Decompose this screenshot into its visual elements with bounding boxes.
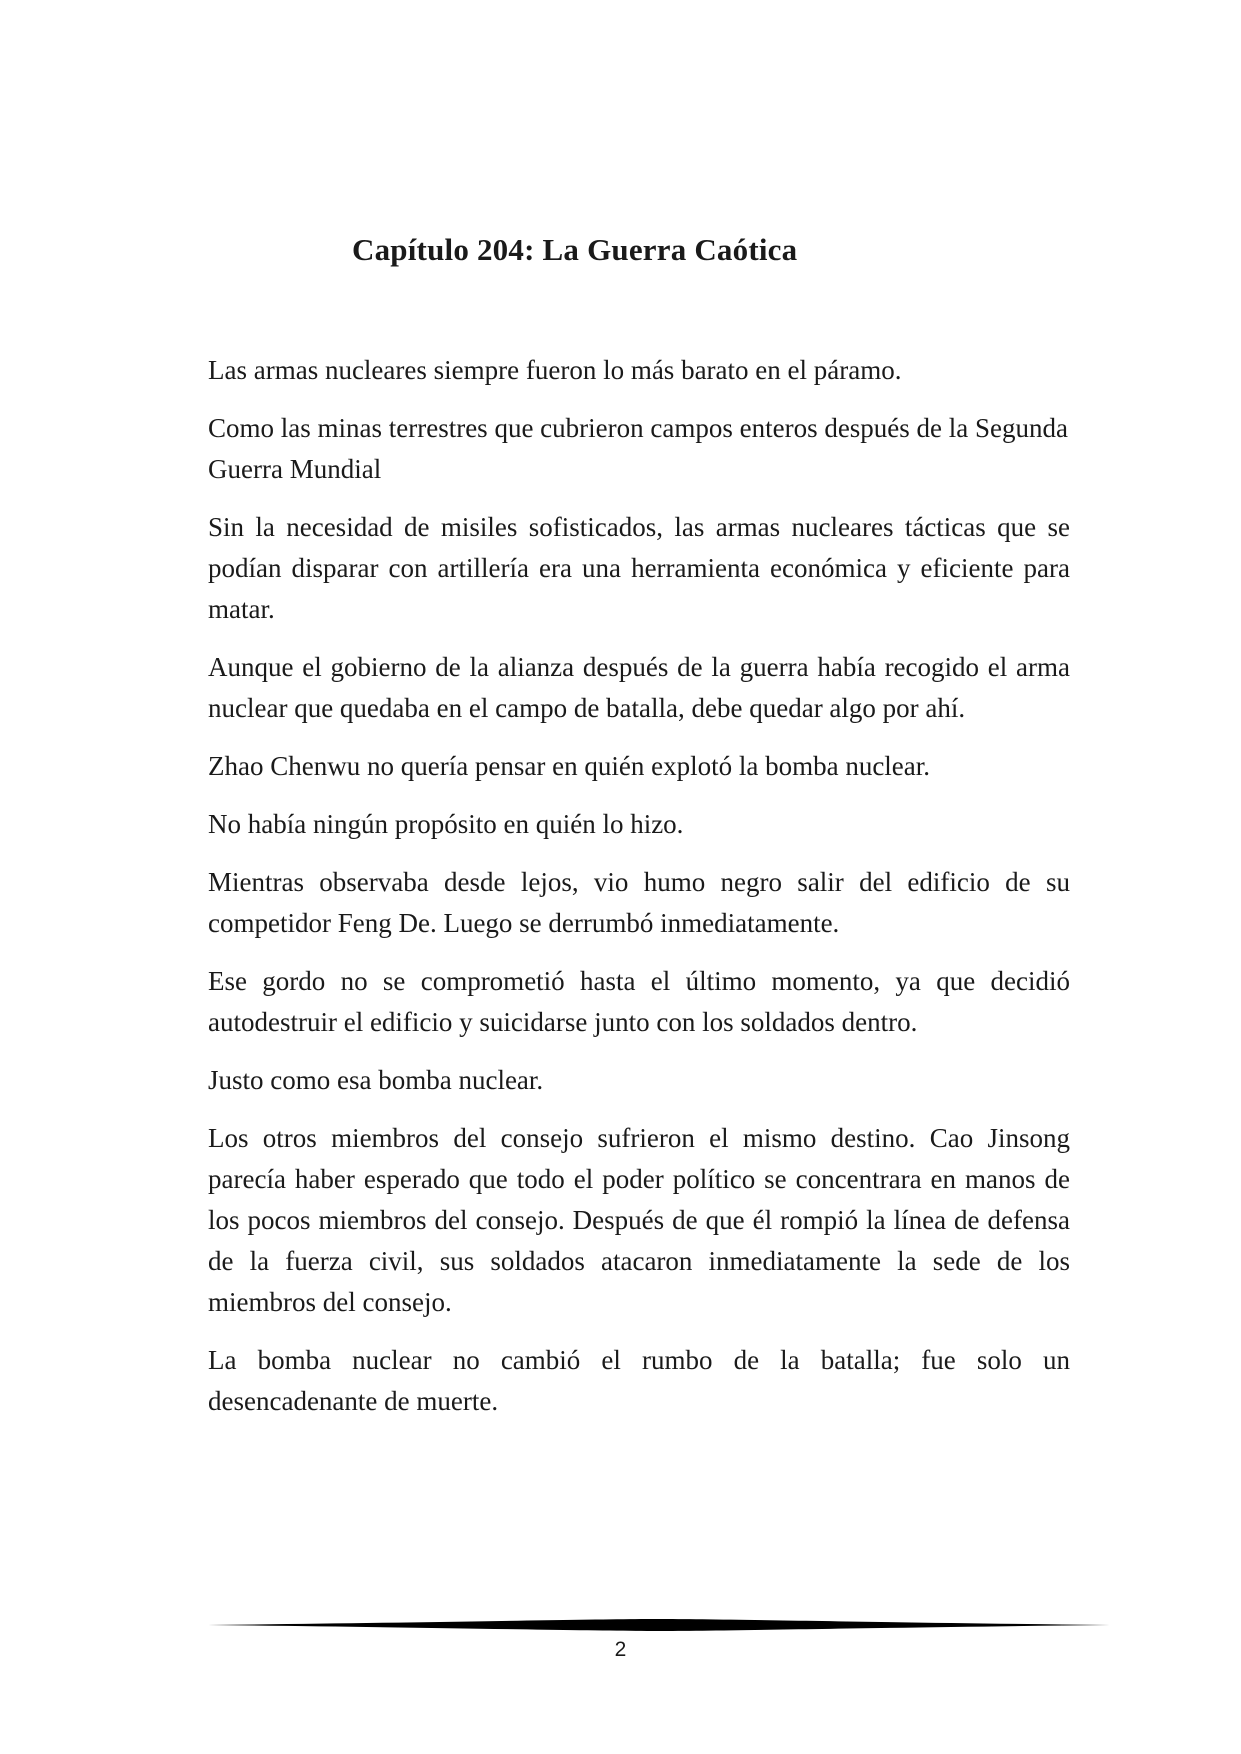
paragraph: No había ningún propósito en quién lo hizo. <box>208 809 684 839</box>
paragraph: Sin la necesidad de misiles sofisticados, las armas nucleares tácticas que se podían disparar con artillería era una herramienta económica y eficiente para matar. <box>208 512 1070 624</box>
paragraph: Zhao Chenwu no quería pensar en quién explotó la bomba nuclear. <box>208 751 931 781</box>
paragraph: Aunque el gobierno de la alianza después de la guerra había recogido el arma nuclear que quedaba en el campo de batalla, debe quedar algo por ahí. <box>208 652 1070 723</box>
paragraph: La bomba nuclear no cambió el rumbo de la batalla; fue solo un desencadenante de muerte. <box>208 1345 1070 1416</box>
paragraph: Justo como esa bomba nuclear. <box>208 1065 544 1095</box>
chapter-body <box>208 350 1070 1439</box>
paragraph: Los otros miembros del consejo sufrieron el mismo destino. Cao Jinsong parecía haber esperado que todo el poder político se concentrara en manos de los pocos miembros del consejo. Después de que él rompió la línea de defensa de la fuerza civil, sus soldados atacaron inmediatamente la sede de los miembros del consejo. <box>208 1123 1070 1317</box>
footer-divider <box>208 1618 1110 1632</box>
page-number: 2 <box>614 1638 627 1661</box>
paragraph: Ese gordo no se comprometió hasta el último momento, ya que decidió autodestruir el edificio y suicidarse junto con los soldados dentro. <box>208 966 1070 1037</box>
paragraph: Mientras observaba desde lejos, vio humo negro salir del edificio de su competidor Feng De. Luego se derrumbó inmediatamente. <box>208 867 1070 938</box>
paragraph: Como las minas terrestres que cubrieron campos enteros después de la Segunda Guerra Mundial <box>208 413 1069 484</box>
chapter-title: Capítulo 204: La Guerra Caótica <box>352 232 798 267</box>
paragraph: Las armas nucleares siempre fueron lo más barato en el páramo. <box>208 355 902 385</box>
